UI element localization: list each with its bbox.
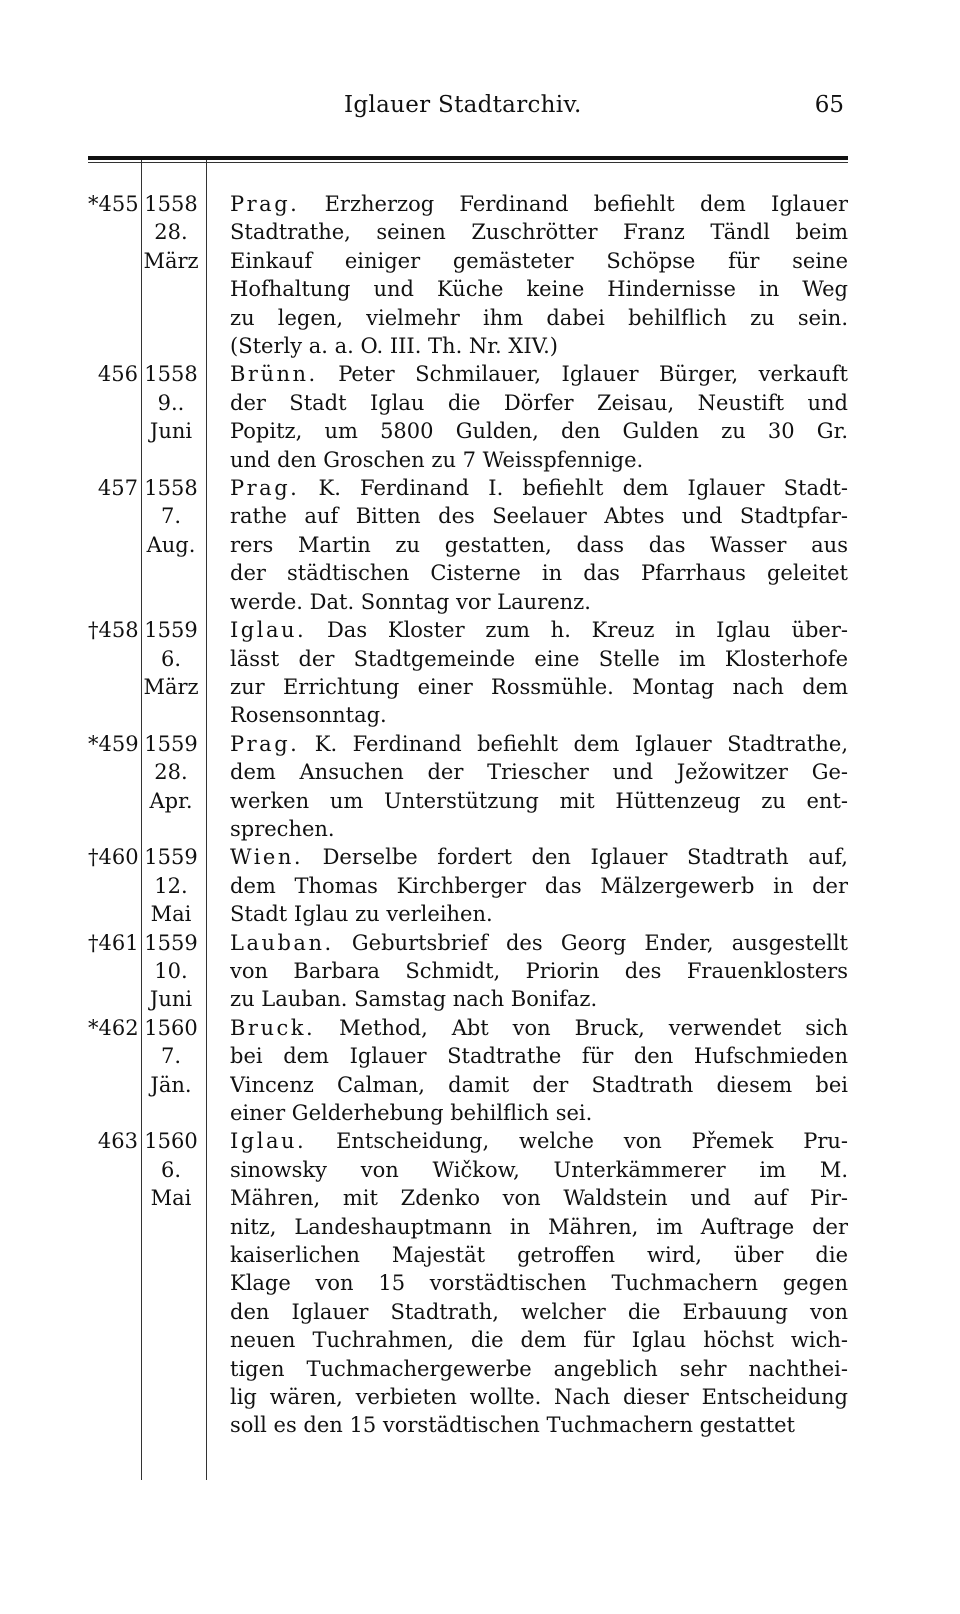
entry-line xyxy=(230,815,848,843)
entry-text xyxy=(204,843,848,928)
entry-line xyxy=(230,701,848,729)
entry-line xyxy=(230,446,848,474)
entry-line xyxy=(230,673,848,701)
entry-place: Lauban. xyxy=(230,930,334,955)
entry-line xyxy=(230,843,848,871)
entry-day: 28. xyxy=(154,220,188,245)
entry-date xyxy=(138,360,204,445)
entry-text xyxy=(204,1127,848,1439)
entry-month: Jän. xyxy=(150,1072,192,1097)
entry-month: Mai xyxy=(150,1186,192,1211)
entry-year: 1560 xyxy=(144,1015,198,1040)
register-entry xyxy=(88,929,848,1014)
entry-number: 456 xyxy=(97,362,138,387)
entry-line-text: Derselbe fordert den Iglauer Stadtrath auf, xyxy=(322,845,848,870)
register-entry xyxy=(88,360,848,474)
entry-line xyxy=(230,1156,848,1184)
entry-number: †461 xyxy=(88,930,139,955)
entry-line-text: Geburtsbrief des Georg Ender, ausgestellt xyxy=(351,930,848,955)
entry-line-text: soll es den 15 vorstädtischen Tuchmachern gestattet xyxy=(230,1413,796,1438)
entry-line xyxy=(230,1298,848,1326)
entry-line-text: der städtischen Cisterne in das Pfarrhaus geleitet xyxy=(230,561,848,586)
entry-line xyxy=(230,872,848,900)
entry-number: *462 xyxy=(88,1015,139,1040)
entry-place: Prag. xyxy=(230,192,300,216)
entry-line-text: werde. Dat. Sonntag vor Laurenz. xyxy=(230,589,591,614)
entry-number: 463 xyxy=(97,1129,138,1154)
page-header xyxy=(88,92,848,132)
entry-text xyxy=(204,474,848,616)
register-entry xyxy=(88,474,848,616)
entry-line xyxy=(230,1383,848,1411)
running-title: Iglauer Stadtarchiv. xyxy=(344,92,582,118)
entry-month: Juni xyxy=(149,419,193,444)
entry-line xyxy=(230,1355,848,1383)
entry-line xyxy=(230,417,848,445)
entry-line xyxy=(230,1014,848,1042)
entry-line xyxy=(230,929,848,957)
entry-line-text: Erzherzog Ferdinand befiehlt dem Iglauer xyxy=(324,192,848,216)
entry-line-text: Hofhaltung und Küche keine Hindernisse in Weg xyxy=(230,277,848,302)
entry-line xyxy=(230,957,848,985)
entry-line-text: rers Martin zu gestatten, dass das Wasser aus xyxy=(230,532,848,557)
entry-line-text: rathe auf Bitten des Seelauer Abtes und Stadtpfar- xyxy=(230,504,848,529)
entry-line-text: lig wären, verbieten wollte. Nach dieser Entscheidung xyxy=(230,1385,848,1410)
entry-line-text: der Stadt Iglau die Dörfer Zeisau, Neustift und xyxy=(230,390,848,415)
entry-month: Aug. xyxy=(146,532,196,557)
entry-text xyxy=(204,360,848,474)
entry-date xyxy=(138,1014,204,1099)
entry-line-text: Entscheidung, welche von Přemek Pru- xyxy=(336,1129,848,1154)
entry-line-text: Das Kloster zum h. Kreuz in Iglau über- xyxy=(326,618,848,643)
entry-line-text: zu legen, vielmehr ihm dabei behilflich zu sein. xyxy=(230,305,848,330)
entry-month: März xyxy=(143,248,199,273)
entry-line-text: Einkauf einiger gemästeter Schöpse für seine xyxy=(230,248,848,273)
entry-year: 1560 xyxy=(144,1129,198,1154)
entry-year: 1558 xyxy=(144,362,198,387)
entry-line-text: K. Ferdinand befiehlt dem Iglauer Stadtrathe, xyxy=(314,731,848,756)
entry-line xyxy=(230,275,848,303)
entry-line xyxy=(230,900,848,928)
entry-line xyxy=(230,985,848,1013)
register-entry xyxy=(88,1127,848,1439)
entry-day: 10. xyxy=(154,958,188,983)
entry-line xyxy=(230,360,848,388)
entry-text xyxy=(204,190,848,360)
entry-number: *455 xyxy=(88,192,139,216)
entry-line xyxy=(230,474,848,502)
entry-line-text: den Iglauer Stadtrath, welcher die Erbauung von xyxy=(230,1299,848,1324)
entry-line xyxy=(230,588,848,616)
entry-line xyxy=(230,1099,848,1127)
entry-place: Bruck. xyxy=(230,1015,316,1040)
entry-line-text: neuen Tuchrahmen, die dem für Iglau höchst wich- xyxy=(230,1328,848,1353)
entry-line xyxy=(230,1213,848,1241)
entry-line xyxy=(230,1042,848,1070)
entry-text xyxy=(204,730,848,844)
entry-month: Mai xyxy=(150,902,192,927)
entry-month: März xyxy=(143,674,199,699)
page-number: 65 xyxy=(814,92,844,118)
entry-month: Apr. xyxy=(149,788,193,813)
entry-line xyxy=(230,758,848,786)
entry-text xyxy=(204,1014,848,1128)
entry-line-text: dem Thomas Kirchberger das Mälzergewerb in der xyxy=(230,873,848,898)
entry-line-text: bei dem Iglauer Stadtrathe für den Hufschmieden xyxy=(230,1044,848,1069)
entry-line-text: tigen Tuchmachergewerbe angeblich sehr nachthei- xyxy=(230,1356,848,1381)
entry-line-text: von Barbara Schmidt, Priorin des Frauenklosters xyxy=(230,958,848,983)
entry-line-text: nitz, Landeshauptmann in Mähren, im Auftrage der xyxy=(230,1214,848,1239)
entry-year: 1559 xyxy=(144,845,198,870)
header-rule xyxy=(88,156,848,160)
entry-line xyxy=(230,1184,848,1212)
entry-line-text: Mähren, mit Zdenko von Waldstein und auf Pir- xyxy=(230,1186,848,1211)
entry-year: 1559 xyxy=(144,618,198,643)
entry-day: 12. xyxy=(154,873,188,898)
entry-line xyxy=(230,531,848,559)
entry-year: 1559 xyxy=(144,930,198,955)
entry-date xyxy=(138,616,204,701)
entry-line xyxy=(230,1411,848,1439)
entry-number: *459 xyxy=(88,731,139,756)
entry-line-text: dem Ansuchen der Triescher und Ježowitzer Ge- xyxy=(230,760,848,785)
entry-line-text: Vincenz Calman, damit der Stadtrath diesem bei xyxy=(230,1072,848,1097)
entry-date xyxy=(138,843,204,928)
entry-text xyxy=(204,929,848,1014)
entry-line xyxy=(230,304,848,332)
entry-day: 6. xyxy=(160,646,182,671)
entry-line xyxy=(230,218,848,246)
entry-place: Iglau. xyxy=(230,618,307,643)
entry-month: Juni xyxy=(149,987,193,1012)
entry-day: 9.. xyxy=(157,390,185,415)
entry-date xyxy=(138,190,204,275)
entry-place: Prag. xyxy=(230,476,300,501)
entry-line xyxy=(230,1241,848,1269)
entry-line-text: werken um Unterstützung mit Hüttenzeug zu ent- xyxy=(230,788,848,813)
entry-line-text: einer Gelderhebung behilflich sei. xyxy=(230,1101,593,1125)
entry-line-text: Peter Schmilauer, Iglauer Bürger, verkauft xyxy=(338,362,848,387)
register-entry xyxy=(88,730,848,844)
entry-place: Brünn. xyxy=(230,362,318,387)
entry-line-text: lässt der Stadtgemeinde eine Stelle im Klosterhofe xyxy=(230,646,848,671)
entry-line-text: sprechen. xyxy=(230,816,335,841)
entry-date xyxy=(138,1127,204,1212)
register-entry xyxy=(88,190,848,360)
entry-year: 1558 xyxy=(144,476,198,501)
entry-line-text: K. Ferdinand I. befiehlt dem Iglauer Stadt- xyxy=(318,476,848,501)
entry-line-text: zur Errichtung einer Rossmühle. Montag nach dem xyxy=(230,674,848,699)
register-entry xyxy=(88,843,848,928)
entry-place: Iglau. xyxy=(230,1129,307,1154)
entry-number: †458 xyxy=(88,618,139,643)
entry-line xyxy=(230,645,848,673)
entry-line xyxy=(230,730,848,758)
entry-line xyxy=(230,787,848,815)
entry-line xyxy=(230,1127,848,1155)
entry-line xyxy=(230,1326,848,1354)
entry-line-text: und den Groschen zu 7 Weisspfennige. xyxy=(230,447,644,472)
entry-date xyxy=(138,730,204,815)
entry-text xyxy=(204,616,848,730)
entry-date xyxy=(138,929,204,1014)
entry-day: 6. xyxy=(160,1157,182,1182)
register-entry xyxy=(88,1014,848,1128)
entry-line-text: Method, Abt von Bruck, verwendet sich xyxy=(339,1015,848,1040)
entry-place: Wien. xyxy=(230,845,304,870)
entry-place: Prag. xyxy=(230,731,300,756)
register-entry xyxy=(88,616,848,730)
entry-line-text: (Sterly a. a. O. III. Th. Nr. XIV.) xyxy=(230,334,559,359)
entry-line xyxy=(230,559,848,587)
entry-line xyxy=(230,190,848,218)
entry-line xyxy=(230,616,848,644)
entry-line-text: zu Lauban. Samstag nach Bonifaz. xyxy=(230,987,598,1012)
entry-line xyxy=(230,1269,848,1297)
header-rule-thin xyxy=(88,162,848,163)
entry-day: 7. xyxy=(160,504,182,529)
entry-line-text: Klage von 15 vorstädtischen Tuchmachern gegen xyxy=(230,1271,848,1296)
entry-day: 28. xyxy=(154,760,188,785)
entry-line xyxy=(230,247,848,275)
entry-line-text: Stadt Iglau zu verleihen. xyxy=(230,902,493,927)
entry-line-text: Popitz, um 5800 Gulden, den Gulden zu 30 Gr. xyxy=(230,419,848,444)
register-entries xyxy=(88,190,848,1440)
entry-line xyxy=(230,332,848,360)
entry-line-text: Stadtrathe, seinen Zuschrötter Franz Tändl beim xyxy=(230,220,848,245)
entry-line xyxy=(230,1071,848,1099)
entry-year: 1559 xyxy=(144,731,198,756)
entry-number: †460 xyxy=(88,845,139,870)
entry-day: 7. xyxy=(160,1044,182,1069)
entry-date xyxy=(138,474,204,559)
entry-line-text: Rosensonntag. xyxy=(230,703,387,728)
entry-line-text: kaiserlichen Majestät getroffen wird, über die xyxy=(230,1243,848,1268)
entry-number: 457 xyxy=(97,476,138,501)
entry-year: 1558 xyxy=(144,192,198,216)
entry-line-text: sinowsky von Wičkow, Unterkämmerer im M. xyxy=(230,1157,848,1182)
entry-line xyxy=(230,389,848,417)
entry-line xyxy=(230,502,848,530)
